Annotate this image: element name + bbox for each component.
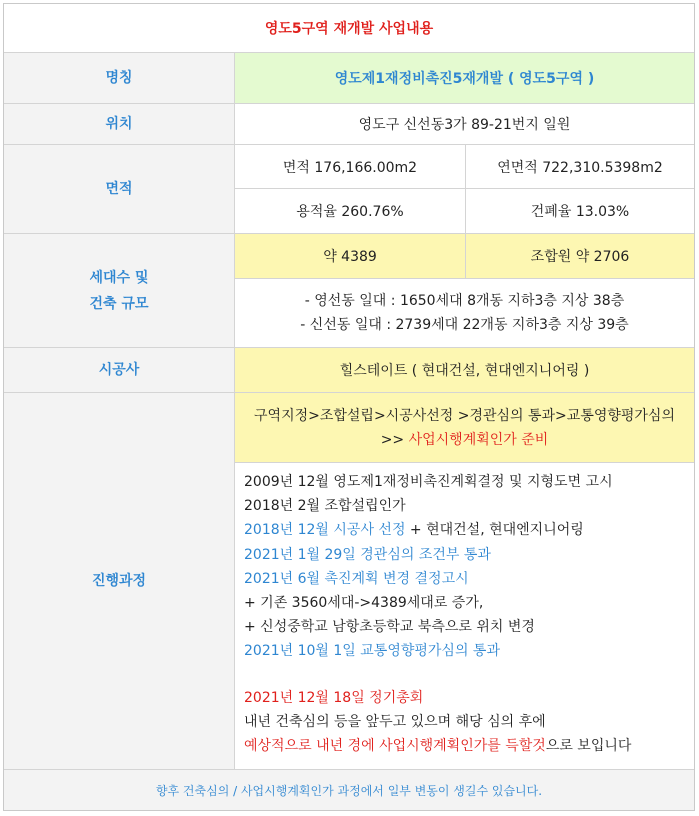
- history-item: 내년 건축심의 등을 앞두고 있으며 해당 심의 후에: [244, 713, 546, 730]
- building-coverage-ratio: 건폐율 13.03%: [530, 204, 630, 220]
- history-item: [244, 518, 699, 542]
- households-label-cell: [4, 234, 234, 347]
- progress-label-cell: [4, 393, 234, 769]
- union-members-cell: [466, 234, 694, 278]
- history-item-detail: 으로 보입니다: [545, 738, 632, 755]
- name-label: 명칭: [105, 70, 133, 86]
- location-value-cell: [235, 104, 694, 144]
- progress-stage-prefix: >>: [380, 431, 409, 448]
- history-item: 2021년 6월 촉진계획 변경 결정고시: [244, 570, 469, 587]
- union-members: 조합원 약 2706: [530, 249, 630, 265]
- area-label: 면적: [105, 181, 133, 197]
- history-item: + 신성중학교 남항초등학교 북측으로 위치 변경: [244, 619, 535, 636]
- history-item: + 기존 3560세대->4389세대로 증가,: [244, 595, 484, 612]
- table-title: 영도5구역 재개발 사업내용: [264, 21, 434, 37]
- table-title-cell: [4, 4, 694, 52]
- progress-label: 진행과정: [91, 573, 147, 589]
- site-area: 면적 176,166.00m2: [282, 159, 418, 176]
- history-item: 2021년 10월 1일 교통영향평가심의 통과: [244, 643, 500, 660]
- location-label-cell: [4, 104, 234, 144]
- floor-area-ratio: 용적율 260.76%: [296, 204, 404, 220]
- footer-note-cell: [4, 770, 694, 810]
- area-label-cell: [4, 145, 234, 233]
- history-spacer: [244, 664, 699, 686]
- name-value: 영도제1재정비촉진5재개발 ( 영도5구역 ): [334, 71, 595, 87]
- history-item: 2009년 12월 영도제1재정비촉진계획결정 및 지형도면 고시: [244, 474, 613, 490]
- progress-stage-cell: [235, 393, 694, 462]
- contractor-label-cell: [4, 348, 234, 392]
- progress-stage-current-line: [381, 428, 549, 452]
- history-item: [244, 734, 699, 758]
- site-area-cell: [235, 145, 465, 188]
- history-item-highlight: 예상적으로 내년 경에 사업시행계획인가를 득할것: [244, 738, 546, 755]
- households-detail-sinseon: - 신선동 일대 : 2739세대 22개동 지하3층 지상 39층: [300, 317, 629, 333]
- location-value: 영도구 신선동3가 89-21번지 일원: [358, 117, 571, 133]
- households-label-line2: 건축 규모: [89, 295, 149, 312]
- contractor-value: 힐스테이트 ( 현대건설, 현대엔지니어링 ): [339, 363, 590, 379]
- history-item: 2018년 2월 조합설립인가: [244, 498, 406, 515]
- contractor-value-cell: [235, 348, 694, 392]
- business-info-table: [3, 3, 695, 811]
- floor-area-cell: [466, 145, 694, 188]
- location-label: 위치: [105, 116, 133, 132]
- history-item-highlight: 2018년 12월 시공사 선정: [244, 522, 406, 539]
- history-item: 2021년 1월 29일 경관심의 조건부 통과: [244, 546, 491, 563]
- far-cell: [235, 189, 465, 233]
- progress-history: [236, 470, 699, 758]
- progress-stage-current: 사업시행계획인가 준비: [408, 431, 549, 448]
- bcr-cell: [466, 189, 694, 233]
- floor-area: 연면적 722,310.5398m2: [497, 159, 663, 176]
- households-total-cell: [235, 234, 465, 278]
- contractor-label: 시공사: [98, 362, 140, 378]
- history-item-detail: + 현대건설, 현대엔지니어링: [405, 522, 584, 539]
- households-detail-yeongseon: - 영선동 일대 : 1650세대 8개동 지하3층 지상 38층: [304, 293, 625, 309]
- history-item: 2021년 12월 18일 정기총회: [244, 689, 424, 706]
- households-label-line1: 세대수 및: [89, 269, 149, 286]
- households-detail-cell: [235, 279, 694, 347]
- name-value-cell: [235, 53, 694, 103]
- footer-note: 향후 건축심의 / 사업시행계획인가 과정에서 일부 변동이 생길수 있습니다.: [155, 783, 543, 798]
- progress-stage-steps: 구역지정>조합설립>시공사선정 >경관심의 통과>교통영향평가심의: [254, 407, 675, 424]
- name-label-cell: [4, 53, 234, 103]
- households-total: 약 4389: [323, 249, 377, 265]
